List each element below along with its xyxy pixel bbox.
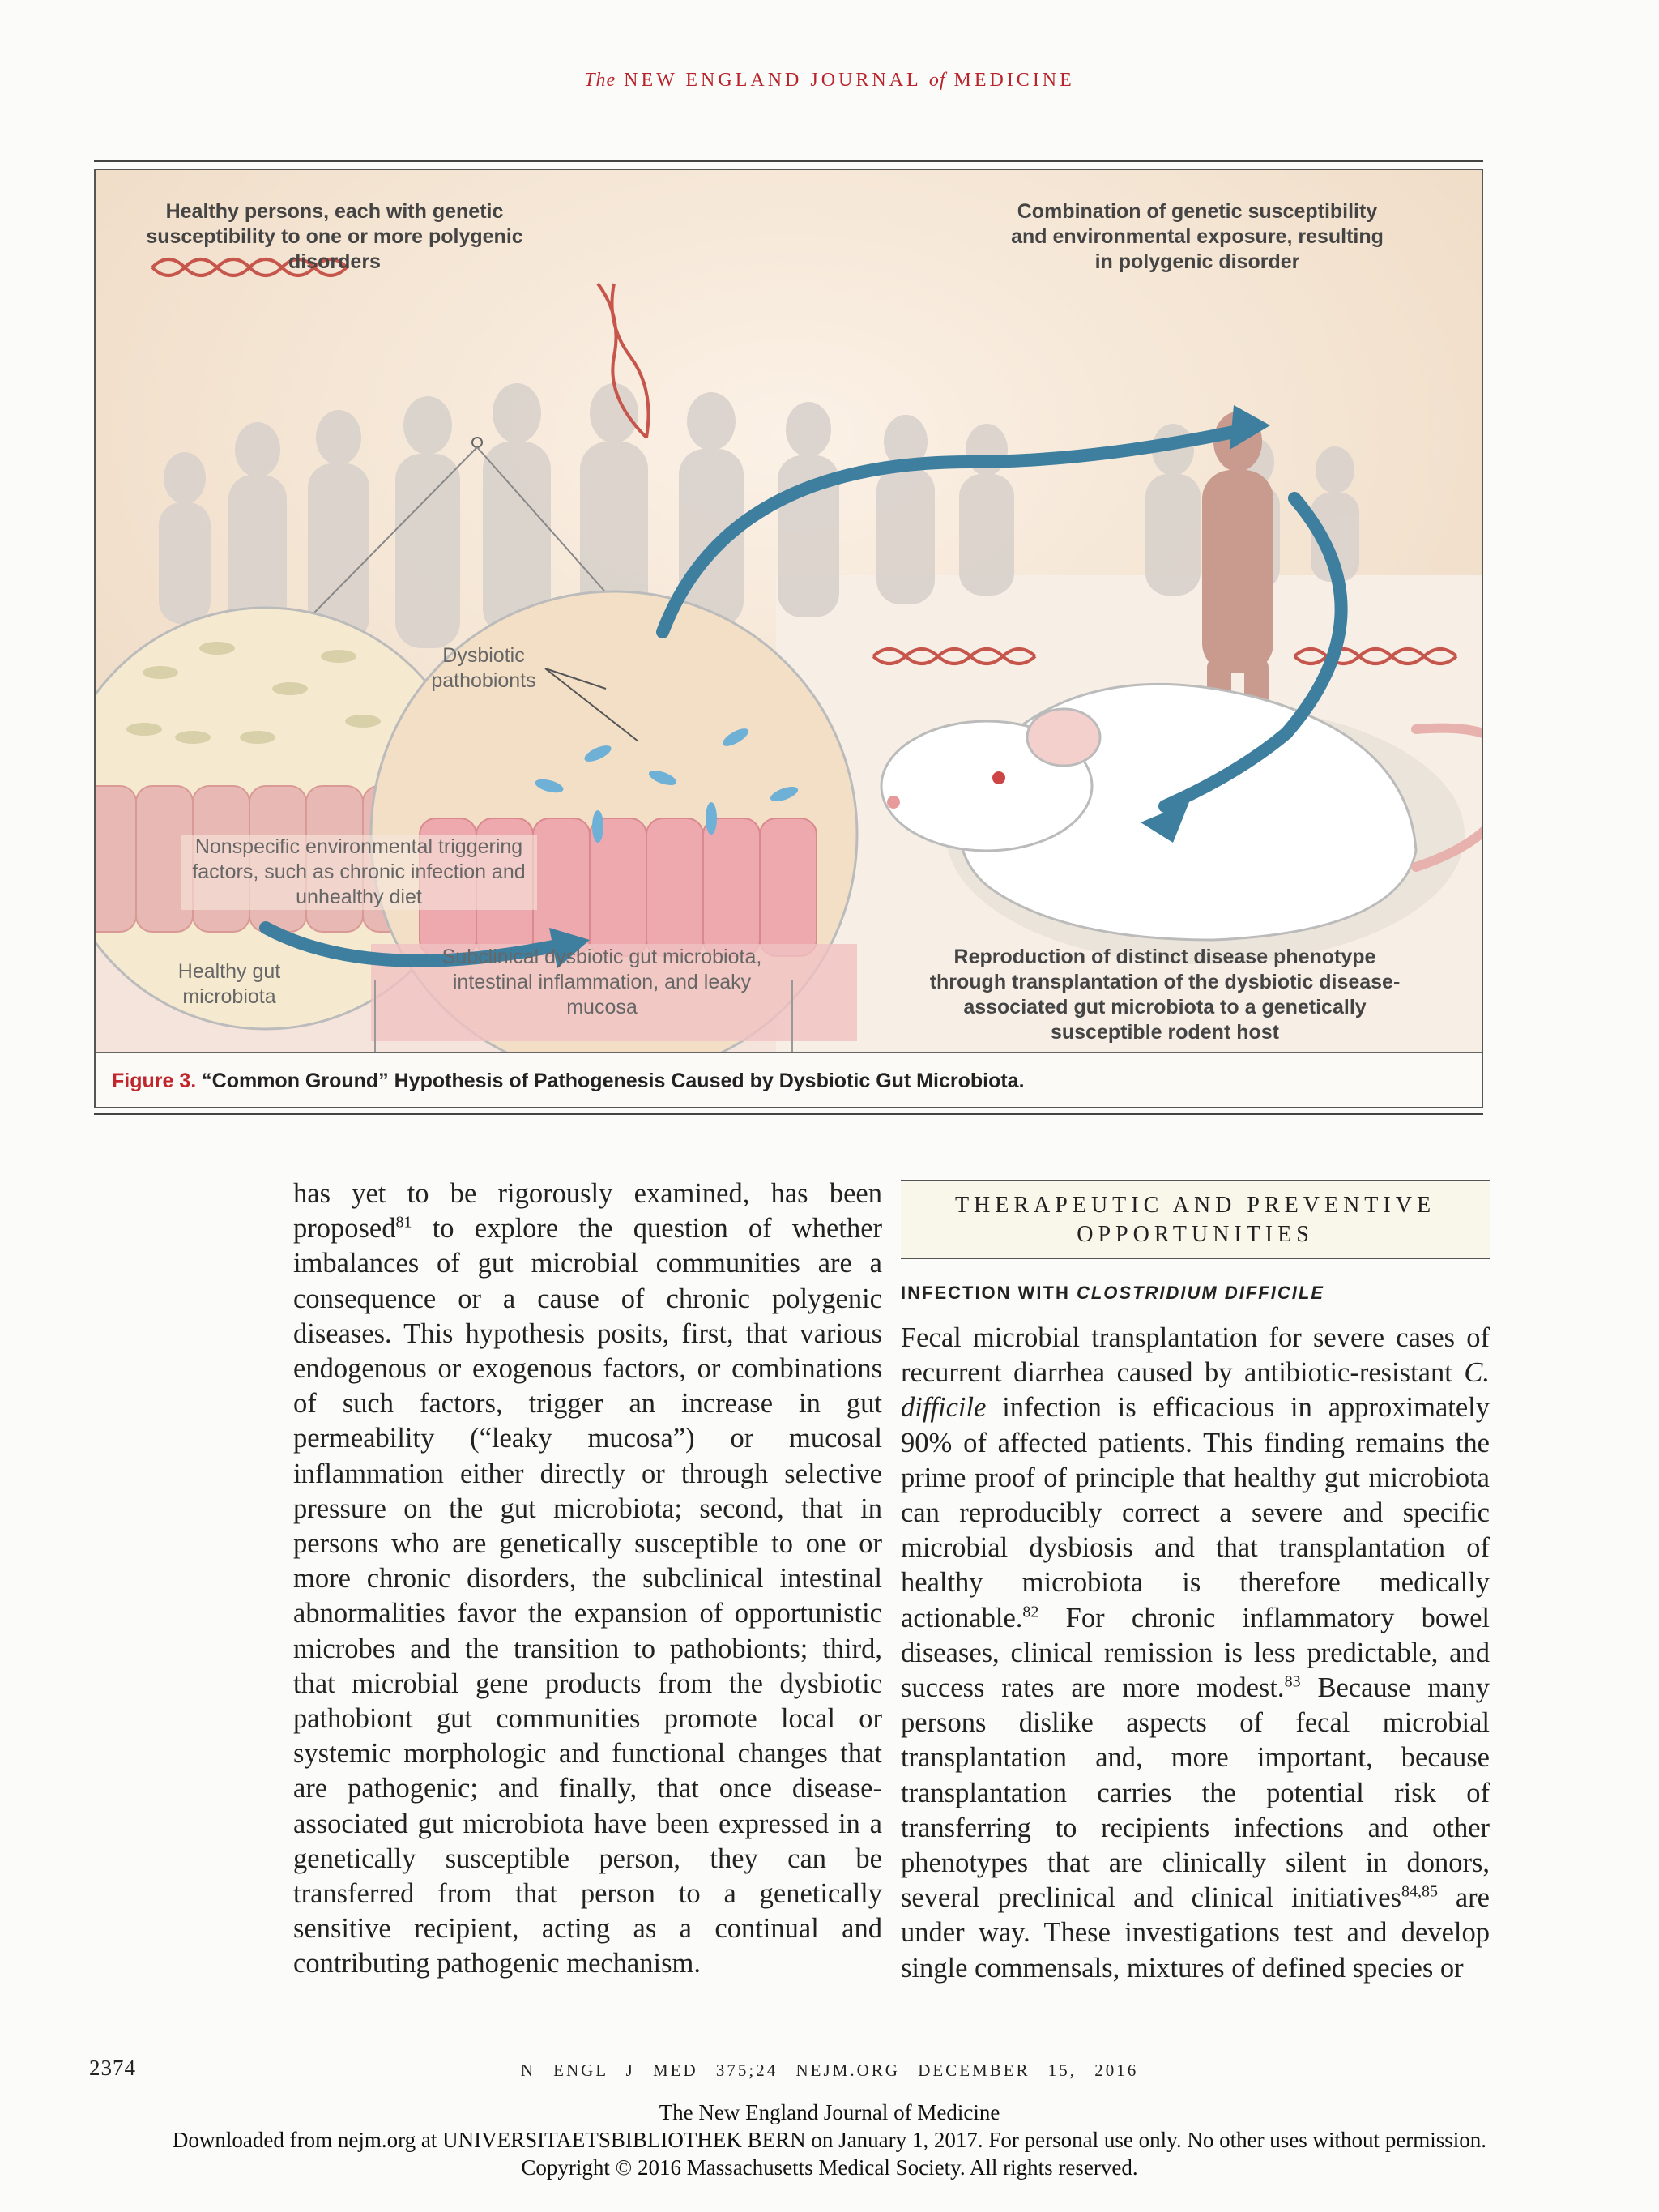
figure-3 [94, 169, 1483, 1108]
right-text-2: infection is efficacious in approximately 90% of affected patients. This finding remains the prime proof of principle that healthy gut microbiota can reproducibly correct a severe and specific microbial dysbiosis and that transplantation of healthy microbiota is therefore medically actionable. [901, 1392, 1490, 1633]
figure-caption-text: “Common Ground” Hypothesis of Pathogenesis Caused by Dysbiotic Gut Microbiota. [202, 1070, 1025, 1092]
subsection-heading [901, 1283, 1490, 1304]
right-text-5: are under way. These investigations test and develop single commensals, mixtures of defined species or [901, 1882, 1490, 1984]
header-title-a: NEW ENGLAND JOURNAL [624, 70, 921, 91]
download-line-2: Downloaded from nejm.org at UNIVERSITAETSBIBLIOTHEK BERN on January 1, 2017. For personal use only. No other uses without permission. [172, 2128, 1487, 2152]
right-paragraph [901, 1321, 1490, 1986]
left-text-2: to explore the question of whether imbalances of gut microbial communities are a consequence or a cause of chronic polygenic diseases. This hypothesis posits, first, that various endogenous or exogenous factors, or combinations of such factors, trigger an increase in gut permeability (“leaky mucosa”) or mucosal inflammation either directly or through selective pressure on the gut microbiota; second, that in persons who are genetically susceptible to one or more chronic disorders, the subclinical intestinal abnormalities favor the expansion of opportunistic microbes and the transition to pathobionts; third, that microbial gene products from the dysbiotic pathobiont gut communities promote local or systemic morphologic and functional changes that are pathogenic; and finally, that once disease-associated gut microbiota have been expressed in a genetically susceptible person, they can be transferred from that person to a genetically sensitive recipient, acting as a continual and contributing pathogenic mechanism. [293, 1213, 882, 1979]
right-text-1: Fecal microbial transplantation for severe cases of recurrent diarrhea caused by antibiotic-resistant [901, 1322, 1490, 1389]
subheading-part-a: INFECTION WITH [901, 1283, 1077, 1303]
download-line-3: Copyright © 2016 Massachusetts Medical Society. All rights reserved. [521, 2155, 1138, 2180]
left-body-column [293, 1176, 882, 1982]
right-text-3: For chronic inflammatory bowel diseases, clinical remission is less predictable, and success rates are more modest. [901, 1602, 1490, 1704]
download-line-1: The New England Journal of Medicine [659, 2100, 1000, 2124]
page-number: 2374 [89, 2056, 136, 2080]
figure-illustration [96, 170, 1482, 1052]
right-text-italic: C. difficile [901, 1357, 1490, 1424]
top-rule [94, 160, 1483, 162]
left-paragraph [293, 1176, 882, 1982]
header-the: The [584, 70, 616, 91]
label-reproduction: Reproduction of distinct disease phenotype through transplantation of the dysbiotic disease-associated gut microbiota to a genetically susceptible rodent host [929, 946, 1401, 1044]
label-healthy-persons: Healthy persons, each with genetic susceptibility to one or more polygenic disorders [146, 200, 523, 273]
label-healthy-gut: Healthy gut microbiota [177, 960, 281, 1008]
right-body-column [901, 1321, 1490, 1986]
label-combination: Combination of genetic susceptibility and environmental exposure, resulting in polygenic disorder [1011, 200, 1384, 273]
label-triggering-factors: Nonspecific environmental triggering factors, such as chronic infection and unhealthy diet [181, 835, 537, 910]
header-title-b: MEDICINE [953, 70, 1075, 91]
ref-83[interactable]: 83 [1284, 1672, 1301, 1691]
figure-bottom-rule [94, 1113, 1483, 1115]
ref-84-85[interactable]: 84,85 [1401, 1882, 1439, 1901]
subheading-part-b: CLOSTRIDIUM DIFFICILE [1076, 1283, 1324, 1303]
footer-citation: N ENGL J MED 375;24 NEJM.ORG DECEMBER 15, 2016 [520, 2060, 1139, 2080]
figure-number: Figure 3. [112, 1070, 197, 1092]
figure-caption [96, 1052, 1482, 1107]
ref-81[interactable]: 81 [395, 1213, 412, 1232]
journal-header [0, 70, 1659, 92]
header-of: of [928, 70, 946, 91]
left-text-1: has yet to be rigorously examined, has been proposed [293, 1178, 882, 1245]
label-dysbiotic-pathobionts: Dysbiotic pathobionts [431, 644, 536, 692]
label-subclinical: Subclinical dysbiotic gut microbiota, intestinal inflammation, and leaky mucosa [441, 946, 762, 1018]
section-heading: THERAPEUTIC AND PREVENTIVE OPPORTUNITIES [901, 1180, 1490, 1259]
ref-82[interactable]: 82 [1022, 1603, 1039, 1621]
right-text-4: Because many persons dislike aspects of fecal microbial transplantation and, more important, because transplantation carries the potential risk of transferring to recipients infections and other phenotypes that are clinically silent in donors, several preclinical and clinical initiatives [901, 1672, 1490, 1914]
